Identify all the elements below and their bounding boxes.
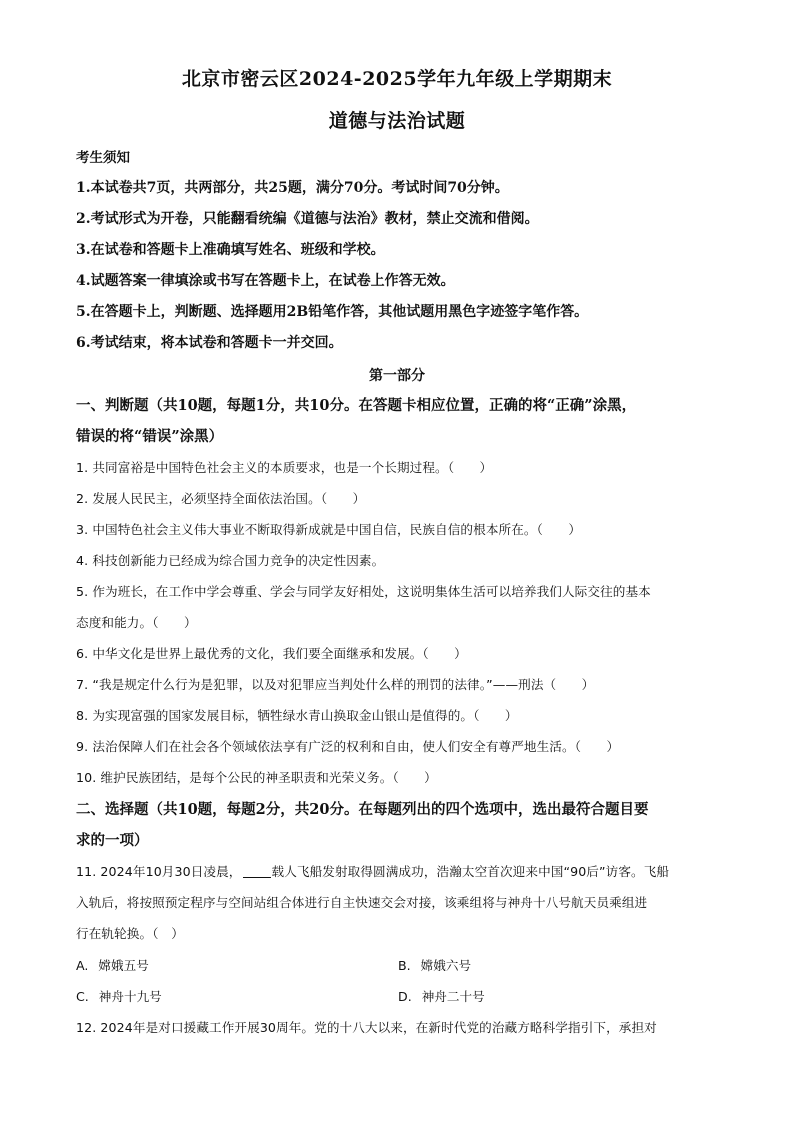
q11-text-before-blank: 11. 2024年10月30日凌晨， [76, 864, 242, 879]
choice-q11-line1 [76, 862, 726, 882]
notice-item-6: 6.考试结束，将本试卷和答题卡一并交回。 [76, 335, 343, 351]
notice-item-5: 5.在答题卡上，判断题、选择题用2B铅笔作答，其他试题用黑色字迹签字笔作答。 [76, 304, 589, 320]
option-a [76, 956, 149, 976]
judgment-q9: 9. 法治保障人们在社会各个领域依法享有广泛的权利和自由，使人们安全有尊严地生活。（ ） [76, 739, 620, 754]
section-2-heading: 二、选择题（共10题，每题2分，共20分。在每题列出的四个选项中，选出最符合题目要 [76, 801, 649, 818]
option-b-letter: B. [398, 958, 411, 973]
judgment-q1: 1. 共同富裕是中国特色社会主义的本质要求，也是一个长期过程。（ ） [76, 460, 493, 475]
judgment-q6: 6. 中华文化是世界上最优秀的文化，我们要全面继承和发展。（ ） [76, 646, 467, 661]
choice-q11-line2: 入轨后，将按照预定程序与空间站组合体进行自主快速交会对接，该乘组将与神舟十八号航天员乘组进 [76, 895, 648, 910]
q11-text-after-blank: 载人飞船发射取得圆满成功，浩瀚太空首次迎来中国“90后”访客。飞船 [271, 864, 670, 879]
notice-item-3: 3.在试卷和答题卡上准确填写姓名、班级和学校。 [76, 242, 385, 258]
judgment-q10: 10. 维护民族团结，是每个公民的神圣职责和光荣义务。（ ） [76, 770, 437, 785]
exam-subtitle: 道德与法治试题 [328, 110, 466, 132]
judgment-q4: 4. 科技创新能力已经成为综合国力竞争的决定性因素。 [76, 553, 385, 568]
notice-item-4: 4.试题答案一律填涂或书写在答题卡上，在试卷上作答无效。 [76, 273, 455, 289]
section-1-heading-cont: 错误的将“错误”涂黑） [76, 428, 224, 445]
part-heading: 第一部分 [369, 368, 425, 384]
section-2-heading-cont: 求的一项） [76, 832, 149, 849]
judgment-q5: 5. 作为班长，在工作中学会尊重、学会与同学友好相处，这说明集体生活可以培养我们人际交往的基本 [76, 584, 651, 599]
notice-item-1: 1.本试卷共7页，共两部分，共25题，满分70分。考试时间70分钟。 [76, 180, 509, 196]
option-d-letter: D. [398, 989, 412, 1004]
judgment-q5-cont: 态度和能力。（ ） [76, 615, 197, 630]
judgment-q2: 2. 发展人民民主，必须坚持全面依法治国。（ ） [76, 491, 366, 506]
option-b [398, 956, 471, 976]
option-d [398, 987, 485, 1007]
option-d-text: 神舟二十号 [421, 989, 485, 1004]
choice-q11-line3: 行在轨轮换。（ ） [76, 926, 184, 941]
option-a-text: 嫦娥五号 [98, 958, 149, 973]
exam-title: 北京市密云区2024-2025学年九年级上学期期末 [181, 68, 613, 90]
option-c-text: 神舟十九号 [98, 989, 162, 1004]
option-c [76, 987, 162, 1007]
fill-blank [243, 863, 271, 878]
section-1-heading: 一、判断题（共10题，每题1分，共10分。在答题卡相应位置，正确的将“正确”涂黑， [76, 397, 637, 414]
notice-heading: 考生须知 [76, 150, 130, 166]
option-c-letter: C. [76, 989, 89, 1004]
option-a-letter: A. [76, 958, 89, 973]
judgment-q7: 7. “我是规定什么行为是犯罪，以及对犯罪应当判处什么样的刑罚的法律。”——刑法（ ） [76, 677, 595, 692]
choice-q12-line1: 12. 2024年是对口援藏工作开展30周年。党的十八大以来，在新时代党的治藏方略科学指引下，承担对 [76, 1020, 657, 1035]
notice-item-2: 2.考试形式为开卷，只能翻看统编《道德与法治》教材，禁止交流和借阅。 [76, 211, 539, 227]
judgment-q3: 3. 中国特色社会主义伟大事业不断取得新成就是中国自信，民族自信的根本所在。（ ） [76, 522, 582, 537]
option-b-text: 嫦娥六号 [420, 958, 472, 973]
judgment-q8: 8. 为实现富强的国家发展目标，牺牲绿水青山换取金山银山是值得的。（ ） [76, 708, 518, 723]
